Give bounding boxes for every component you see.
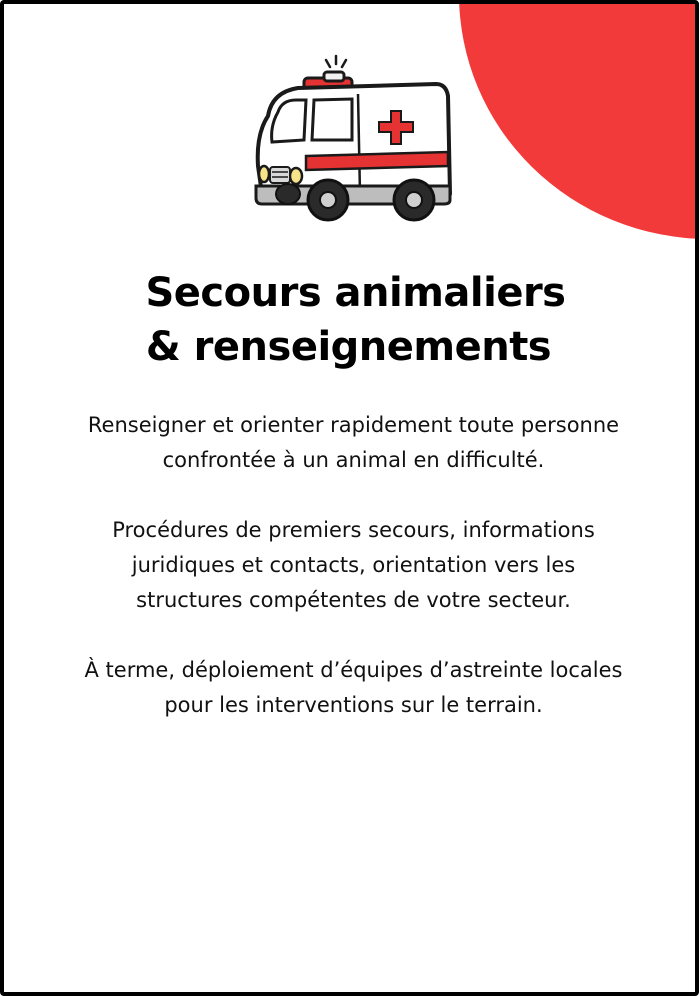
title-line-1: Secours animaliers [145, 270, 566, 316]
corner-decoration [459, 0, 699, 239]
paragraph-services: Procédures de premiers secours, informations juridiques et contacts, orientation vers les structures compétentes de votre secteur. [112, 518, 595, 612]
title-line-2: & renseignements [145, 324, 552, 370]
paragraph-future: À terme, déploiement d’équipes d’astreinte locales pour les interventions sur le terrain. [84, 658, 623, 717]
card-body [84, 408, 623, 723]
paragraph-mission: Renseigner et orienter rapidement toute personne confrontée à un animal en difficulté. [87, 413, 620, 472]
ambulance-icon [248, 54, 458, 229]
card-title [4, 266, 699, 374]
